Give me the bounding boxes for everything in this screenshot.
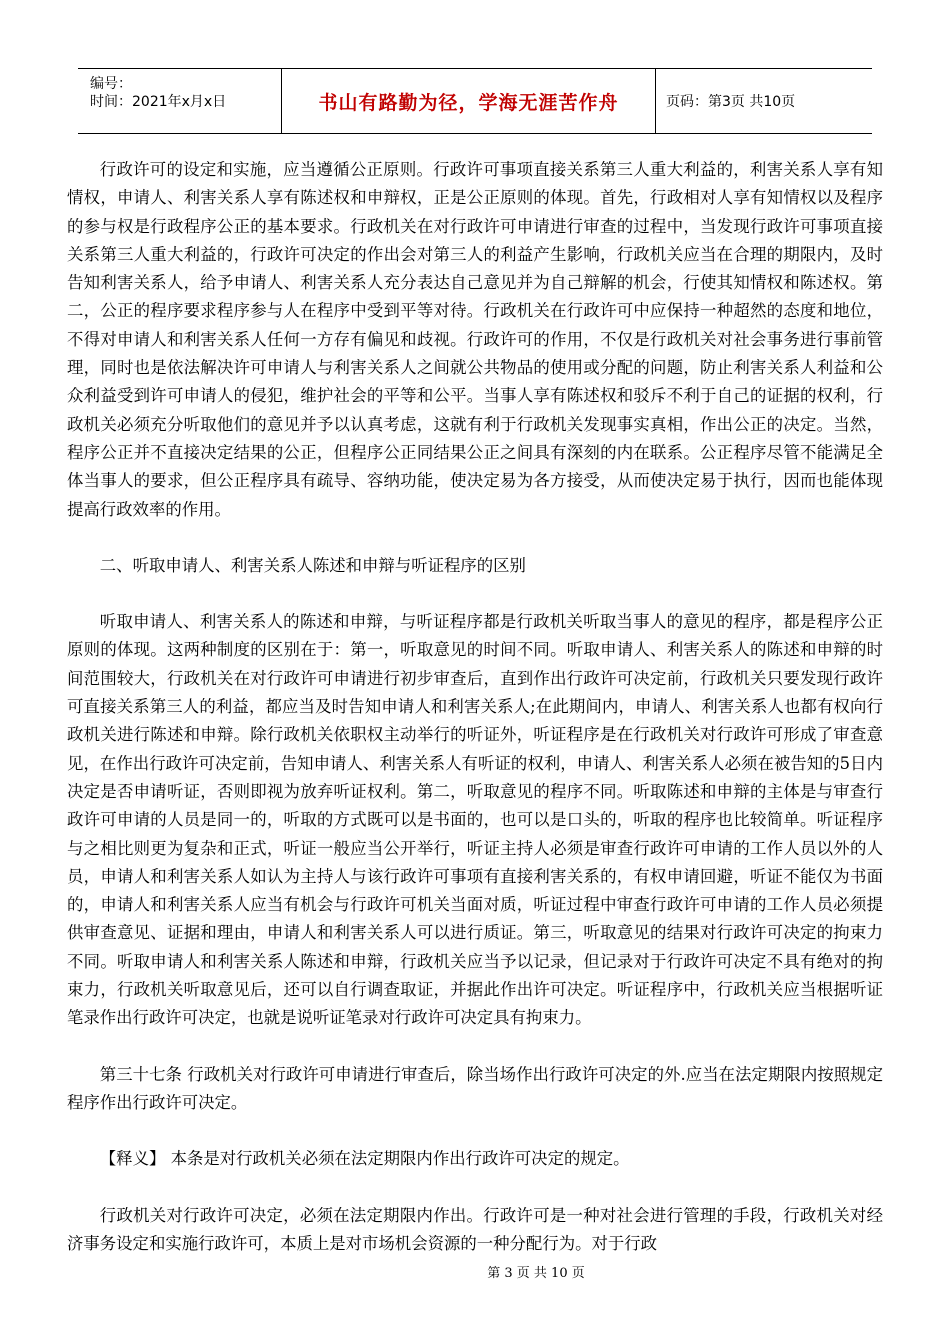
paragraph-hearing-differences: 听取申请人、利害关系人的陈述和申辩，与听证程序都是行政机关听取当事人的意见的程序，都是程序公正原则的体现。这两种制度的区别在于：第一，听取意见的时间不同。听取申请人、利害关系人的陈述和申辩的时间范围较大，行政机关在对行政许可申请进行初步审查后，直到作出行政许可决定前，行政机关只要发现行政许可直接关系第三人的利益，都应当及时告知申请人和利害关系人;在此期间内，申请人、利害关系人也都有权向行政机关进行陈述和申辩。除行政机关依职权主动举行的听证外，听证程序是在行政机关对行政许可形成了审查意见，在作出行政许可决定前，告知申请人、利害关系人有听证的权利，申请人、利害关系人必须在被告知的5日内决定是否申请听证，否则即视为放弃听证权利。第二，听取意见的程序不同。听取陈述和申辩的主体是与审查行政许可申请的人员是同一的，听取的方式既可以是书面的，也可以是口头的，听取的程序也比较简单。听证程序与之相比则更为复杂和正式，听证一般应当公开举行，听证主持人必须是审查行政许可申请的工作人员以外的人员，申请人和利害关系人如认为主持人与该行政许可事项有直接利害关系的，有权申请回避，听证不能仅为书面的，申请人和利害关系人应当有机会与行政许可机关当面对质，听证过程中审查行政许可申请的工作人员必须提供审查意见、证据和理由，申请人和利害关系人可以进行质证。第三，听取意见的结果对行政许可决定的拘束力不同。听取申请人和利害关系人陈述和申辩，行政机关应当予以记录，但记录对于行政许可决定不具有绝对的拘束力，行政机关听取意见后，还可以自行调查取证，并据此作出许可决定。听证程序中，行政机关应当根据听证笔录作出行政许可决定，也就是说听证笔录对行政许可决定具有拘束力。	[67, 612, 883, 1028]
document-number-label: 编号：	[90, 76, 132, 92]
article-37: 第三十七条 行政机关对行政许可申请进行审查后，除当场作出行政许可决定的外.应当在法定期限内按照规定程序作出行政许可决定。	[67, 1064, 883, 1112]
paragraph-fairness-principle: 行政许可的设定和实施，应当遵循公正原则。行政许可事项直接关系第三人重大利益的，利害关系人享有知情权，申请人、利害关系人享有陈述权和申辩权，正是公正原则的体现。首先，行政相对人享有知情权以及程序的参与权是行政程序公正的基本要求。行政机关在对行政许可申请进行审查的过程中，当发现行政许可事项直接关系第三人重大利益的，行政许可决定的作出会对第三人的利益产生影响，行政机关应当在合理的期限内，及时告知利害关系人，给予申请人、利害关系人充分表达自己意见并为自己辩解的机会，行使其知情权和陈述权。第二，公正的程序要求程序参与人在程序中受到平等对待。行政机关在行政许可中应保持一种超然的态度和地位，不得对申请人和利害关系人任何一方存有偏见和歧视。行政许可的作用，不仅是行政机关对社会事务进行事前管理，同时也是依法解决许可申请人与利害关系人之间就公共物品的使用或分配的问题，防止利害关系人利益和公众利益受到许可申请人的侵犯，维护社会的平等和公平。当事人享有陈述权和驳斥不利于自己的证据的权利，行政机关必须充分听取他们的意见并予以认真考虑，这就有利于行政机关发现事实真相，作出公正的决定。当然，程序公正并不直接决定结果的公正，但程序公正同结果公正之间具有深刻的内在联系。公正程序尽管不能满足全体当事人的要求，但公正程序具有疏导、容纳功能，使决定易为各方接受，从而使决定易于执行，因而也能体现提高行政效率的作用。	[67, 160, 883, 519]
document-body	[67, 156, 883, 1258]
document-time-label: 时间：2021年x月x日	[90, 94, 227, 110]
paragraph-decision-deadline: 行政机关对行政许可决定，必须在法定期限内作出。行政许可是一种对社会进行管理的手段，行政机关对经济事务设定和实施行政许可，本质上是对市场机会资源的一种分配行为。对于行政	[67, 1205, 883, 1253]
header-motto: 书山有路勤为径，学海无涯苦作舟	[282, 69, 656, 133]
page-footer: 第 3 页 共 10 页	[487, 1266, 585, 1281]
section-heading-2: 二、听取申请人、利害关系人陈述和申辩与听证程序的区别	[99, 555, 526, 575]
document-header	[78, 68, 872, 134]
header-meta	[78, 69, 282, 133]
header-page-info: 页码：第3页 共10页	[666, 94, 796, 110]
interpretation-note: 【释义】 本条是对行政机关必须在法定期限内作出行政许可决定的规定。	[99, 1149, 630, 1169]
